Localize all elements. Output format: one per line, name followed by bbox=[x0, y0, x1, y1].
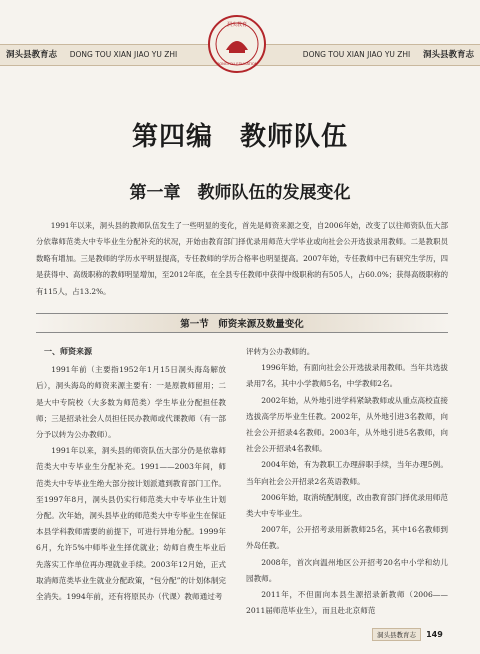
seal-top-text: 洞头教育 bbox=[226, 22, 248, 28]
seal-bottom-text: DONGTOU EDUCATION bbox=[216, 62, 258, 66]
left-column bbox=[36, 344, 226, 605]
body-paragraph: 2007年，公开招考录用新教师25名，其中16名教师到外岛任教。 bbox=[246, 525, 448, 551]
header-left bbox=[6, 48, 177, 60]
right-column bbox=[246, 344, 448, 619]
body-paragraph: 2002年始，从外地引进学科紧缺教师或从重点高校直接选拔高学历毕业生任教。2002年，从外地引进3名教师，向社会公开招录4名教师。2003年，从外地引进5名教师，向社会公开招录4名教师。 bbox=[246, 395, 448, 454]
page-number: 149 bbox=[426, 630, 443, 639]
part-title: 第四编 教师队伍 bbox=[131, 122, 348, 152]
education-seal-logo bbox=[207, 14, 267, 74]
section-title: 第一节 师资来源及数量变化 bbox=[180, 319, 304, 330]
body-paragraph: 1991年前（主要指1952年1月15日洞头海岛解放后），洞头海岛的师资来源主要有：一是原教师留用；二是大中专院校（大多数为师范类）学生毕业分配担任教师；三是招录社会人员担任民办教师或代课教师（有一部分予以转为公办教师）。 bbox=[36, 365, 226, 440]
page-footer bbox=[372, 628, 443, 641]
header-left-title: 洞头县教育志 bbox=[6, 50, 58, 60]
body-paragraph: 1991年以来，洞头县的师资队伍大部分仍是依靠师范类大中专毕业生分配补充。1991——2003年间，师范类大中专毕业生绝大部分按计划派遣到教育部门工作。至1997年8月，洞头县仍实行师范类大中专毕业生计划分配。次年始，洞头县毕业的师范类大中专毕业生在保证本县学科教师需要的前提下，可进行异地分配。1999年6月，允许5%中师毕业生择优就业；幼师自费生毕业后先落实工作单位再办理就业手续。2003年12月始，正式取消师范类毕业生就业分配政策，“包分配”的计划体制完全消失。1994年前，还有将原民办（代课）教师通过考 bbox=[36, 446, 227, 602]
body-paragraph: 1996年始，有面向社会公开选拔录用教师。当年共选拔录用7名，其中小学教师5名，中学教师2名。 bbox=[246, 363, 448, 389]
chapter-intro bbox=[36, 218, 448, 300]
body-paragraph: 2008年，首次向温州地区公开招考20名中小学和幼儿园教师。 bbox=[246, 557, 448, 583]
header-right-title: 洞头县教育志 bbox=[422, 50, 474, 60]
section-banner bbox=[36, 313, 448, 333]
header-left-pinyin: DONG TOU XIAN JIAO YU ZHI bbox=[69, 50, 178, 59]
subsection-heading: 一、师资来源 bbox=[44, 347, 92, 356]
footer-book-name: 洞头县教育志 bbox=[372, 628, 421, 641]
body-paragraph: 2011年，不但面向本县生源招录新教师（2006——2011届师范毕业生），而且赴北京师范 bbox=[246, 590, 448, 616]
body-paragraph-continued: 评转为公办教师的。 bbox=[246, 347, 315, 356]
chapter-title: 第一章 教师队伍的发展变化 bbox=[129, 183, 351, 203]
header-right-pinyin: DONG TOU XIAN JIAO YU ZHI bbox=[302, 50, 411, 59]
body-paragraph: 2004年始，有为教职工办理辞职手续，当年办理5例。当年向社会公开招录2名英语教师。 bbox=[246, 460, 448, 486]
intro-paragraph: 1991年以来，洞头县的教师队伍发生了一些明显的变化，首先是师资来源之变，自2006年始，改变了以往师资队伍大部分依靠师范类大中专毕业生分配补充的状况，开始由教育部门择优录用师范大学毕业或向社会公开选拔录用教师。二是教职员数略有增加。三是教师的学历水平明显提高，专任教师的学历合格率也明显提高。2007年始，专任教师中已有研究生学历，四是获得中、高级职称的教师明显增加，至2012年底，在全县专任教师中获得中级职称的有505人，占60.0%；获得高级职称的有115人，占13.2%。 bbox=[36, 221, 448, 296]
header-right bbox=[303, 48, 474, 60]
body-paragraph: 2006年始，取消统配制度，改由教育部门择优录用师范类大中专毕业生。 bbox=[246, 492, 448, 519]
